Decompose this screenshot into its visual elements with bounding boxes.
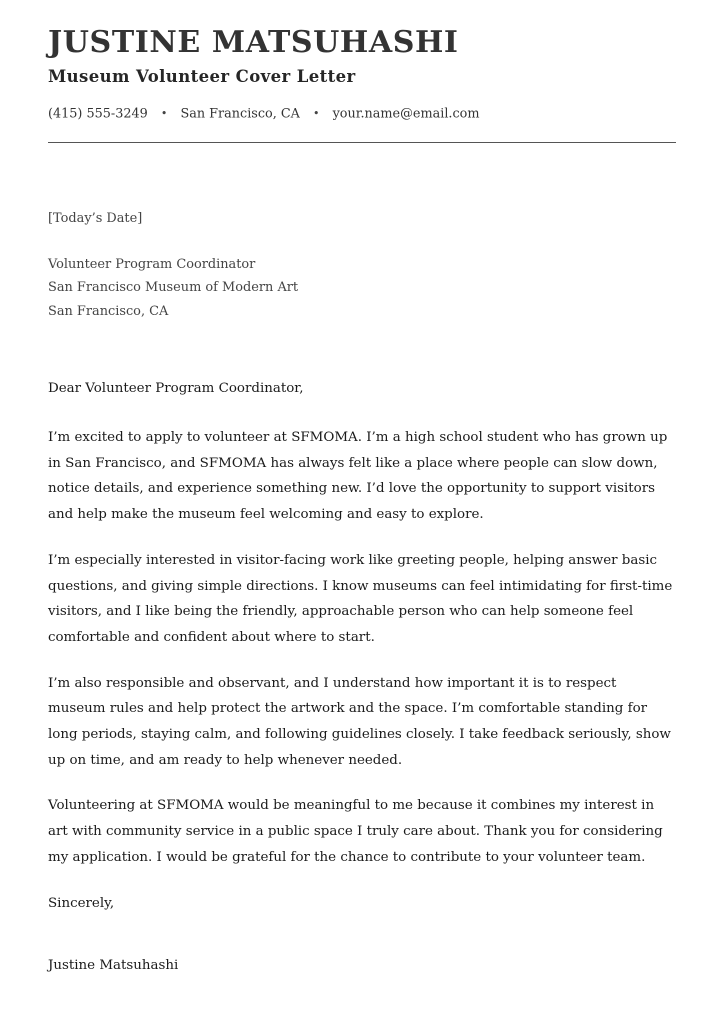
- recipient-address-block: [48, 253, 676, 324]
- letter-content-column: [48, 0, 676, 978]
- contact-line: [48, 104, 676, 125]
- bullet-separator-icon: •: [312, 107, 320, 120]
- header-divider: [48, 142, 676, 143]
- letter-body: [48, 425, 676, 871]
- contact-phone: (415) 555-3249: [48, 106, 148, 122]
- closing-line: Sincerely,: [48, 895, 115, 911]
- contact-email: your.name@email.com: [332, 106, 480, 122]
- date-block: [48, 208, 676, 229]
- letter-header: [48, 0, 676, 143]
- body-paragraph: I’m also responsible and observant, and I understand how important it is to respect museum rules and help protect the artwork and the space. I’m comfortable standing for long periods, staying calm, and following guidelines closely. I take feedback seriously, show up on time, and am ready to help whenever needed.: [48, 675, 671, 768]
- salutation: Dear Volunteer Program Coordinator,: [48, 381, 304, 396]
- letter-subtitle: Museum Volunteer Cover Letter: [48, 67, 356, 86]
- body-paragraph: I’m excited to apply to volunteer at SFMOMA. I’m a high school student who has grown up in San Francisco, and SFMOMA has always felt like a place where people can slow down, notice details, and experience something new. I’d love the opportunity to support visitors and help make the museum feel welcoming and easy to explore.: [48, 430, 668, 523]
- body-paragraph: I’m especially interested in visitor-facing work like greeting people, helping answer basic questions, and giving simple directions. I know museums can feel intimidating for first-time visitors, and I like being the friendly, approachable person who can help someone feel comfortable and confident about where to start.: [48, 552, 673, 645]
- date-value: [Today’s Date]: [48, 210, 143, 226]
- candidate-name: JUSTINE MATSUHASHI: [48, 25, 459, 60]
- bullet-separator-icon: •: [160, 107, 168, 120]
- body-paragraph: Volunteering at SFMOMA would be meaningful to me because it combines my interest in art with community service in a public space I truly care about. Thank you for considering my application. I would be grateful for the chance to contribute to your volunteer team.: [48, 798, 663, 865]
- signature-name: Justine Matsuhashi: [48, 957, 179, 973]
- recipient-title: Volunteer Program Coordinator: [48, 256, 256, 272]
- contact-location: San Francisco, CA: [180, 106, 300, 122]
- recipient-location: San Francisco, CA: [48, 303, 169, 319]
- recipient-organization: San Francisco Museum of Modern Art: [48, 280, 299, 295]
